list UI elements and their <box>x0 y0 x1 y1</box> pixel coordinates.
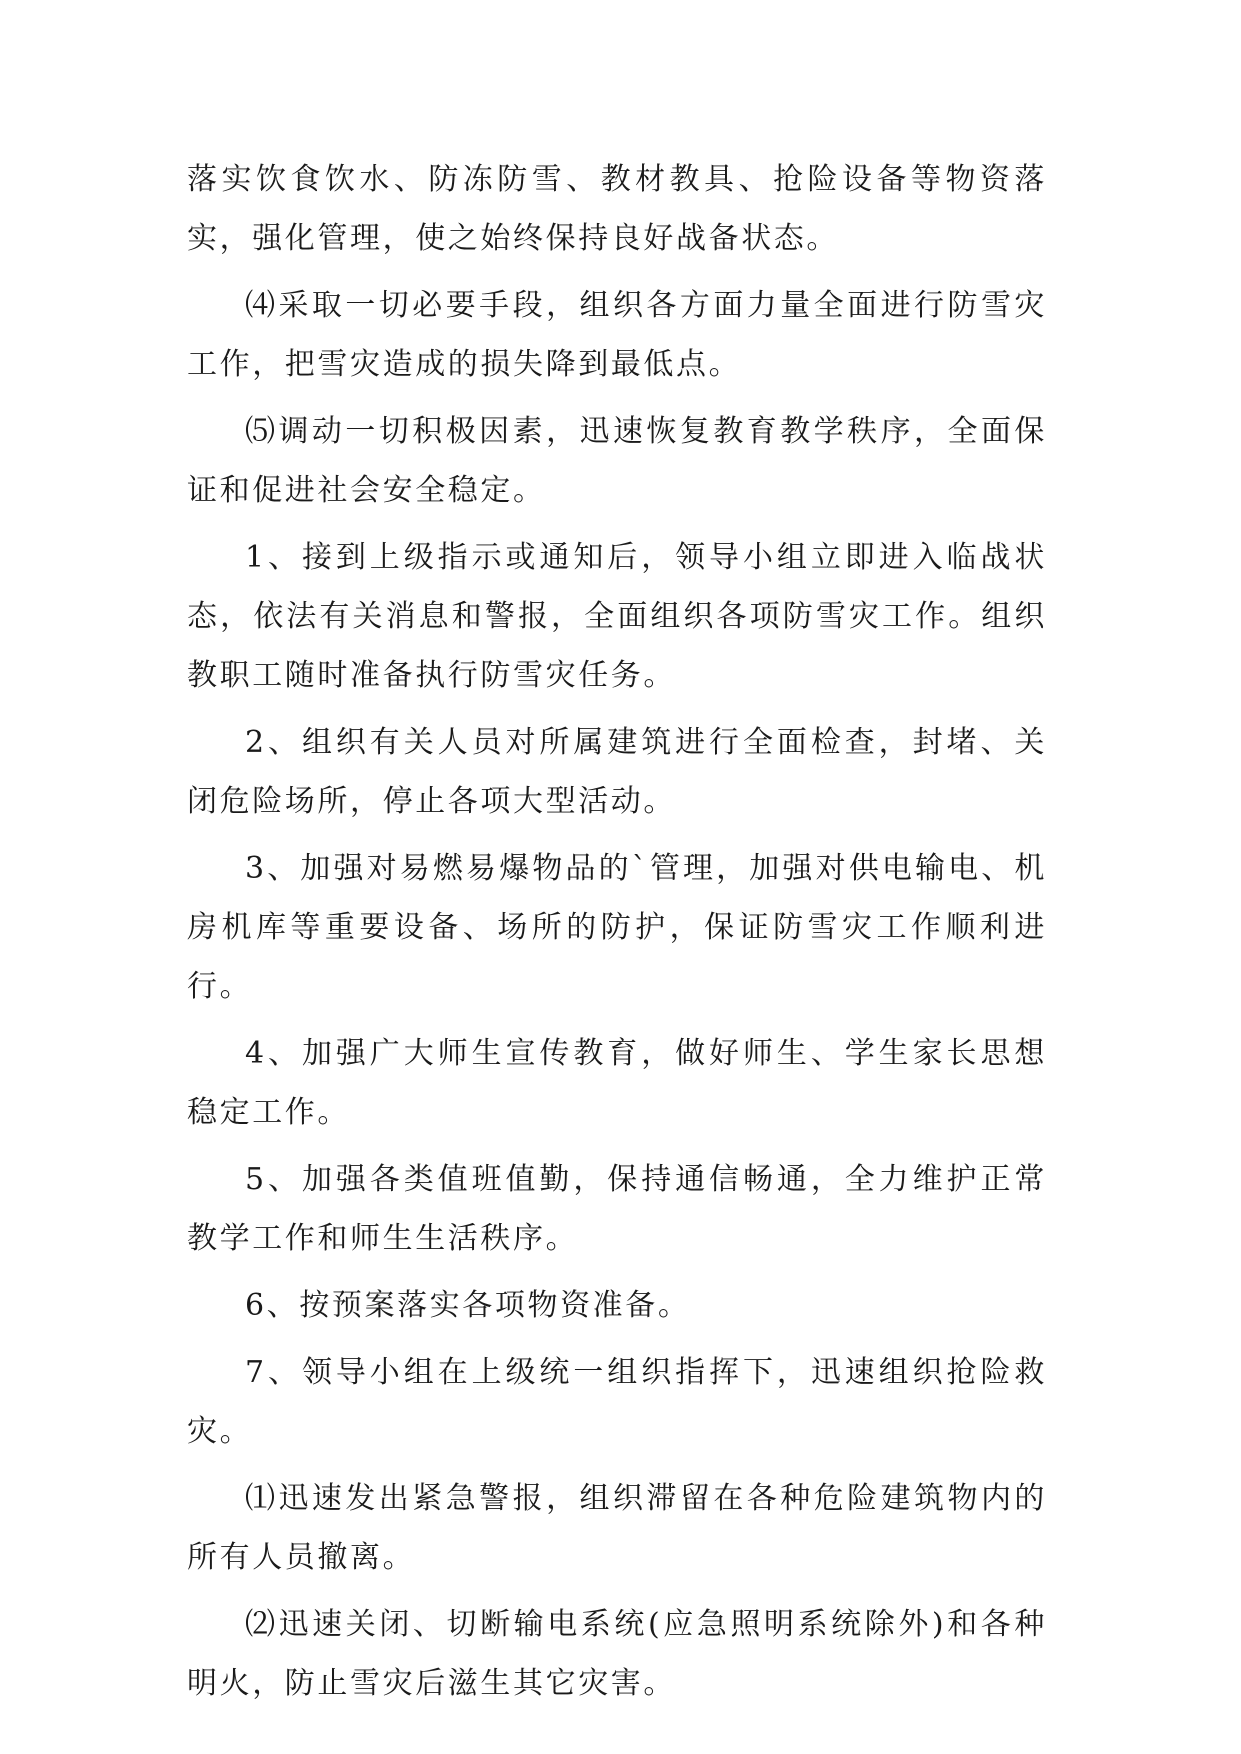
paragraph-step-7: 7、领导小组在上级统一组织指挥下，迅速组织抢险救灾。 <box>187 1355 1047 1449</box>
paragraph-item-4: ⑷采取一切必要手段，组织各方面力量全面进行防雪灾工作，把雪灾造成的损失降到最低点。 <box>187 288 1047 382</box>
paragraph-step-1: 1、接到上级指示或通知后，领导小组立即进入临战状态，依法有关消息和警报，全面组织各项防雪灾工作。组织教职工随时准备执行防雪灾任务。 <box>187 540 1047 693</box>
paragraph-step-3: 3、加强对易燃易爆物品的`管理，加强对供电输电、机房机库等重要设备、场所的防护，保证防雪灾工作顺利进行。 <box>187 851 1047 1004</box>
document-body <box>187 150 1047 1721</box>
paragraph-step-4: 4、加强广大师生宣传教育，做好师生、学生家长思想稳定工作。 <box>187 1036 1047 1130</box>
paragraph-supplies: 落实饮食饮水、防冻防雪、教材教具、抢险设备等物资落实，强化管理，使之始终保持良好战备状态。 <box>187 162 1047 256</box>
paragraph-step-5: 5、加强各类值班值勤，保持通信畅通，全力维护正常教学工作和师生生活秩序。 <box>187 1162 1047 1256</box>
paragraph-substep-2: ⑵迅速关闭、切断输电系统(应急照明系统除外)和各种明火，防止雪灾后滋生其它灾害。 <box>187 1607 1047 1701</box>
paragraph-step-2: 2、组织有关人员对所属建筑进行全面检查，封堵、关闭危险场所，停止各项大型活动。 <box>187 725 1047 819</box>
paragraph-item-5: ⑸调动一切积极因素，迅速恢复教育教学秩序，全面保证和促进社会安全稳定。 <box>187 414 1047 508</box>
paragraph-step-6: 6、按预案落实各项物资准备。 <box>245 1288 691 1323</box>
paragraph-substep-1: ⑴迅速发出紧急警报，组织滞留在各种危险建筑物内的所有人员撤离。 <box>187 1481 1047 1575</box>
